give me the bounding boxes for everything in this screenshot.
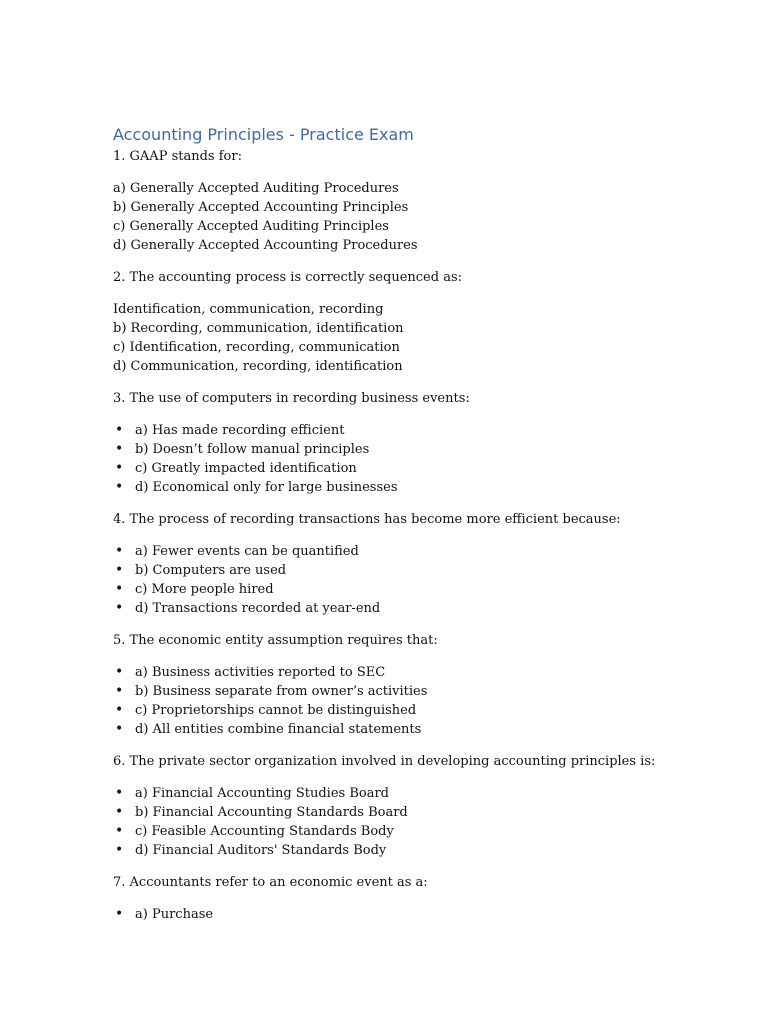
answer-option-text: a) Purchase — [135, 907, 214, 922]
question-text: 2. The accounting process is correctly sequenced as: — [113, 270, 462, 285]
bullet-icon: • — [115, 683, 124, 699]
answer-option: Identification, communication, recording — [113, 302, 384, 317]
answer-option: b) Generally Accepted Accounting Principles — [113, 200, 409, 215]
answer-option: d) Communication, recording, identification — [113, 359, 403, 374]
question-text: 5. The economic entity assumption requires that: — [113, 633, 438, 648]
answer-option: c) Generally Accepted Auditing Principles — [113, 219, 389, 234]
question-text: 7. Accountants refer to an economic event as a: — [113, 875, 428, 890]
answer-options — [113, 421, 733, 497]
answer-option-text: c) Proprietorships cannot be distinguished — [135, 703, 417, 718]
question-text: 6. The private sector organization involved in developing accounting principles is: — [113, 754, 656, 769]
answer-option — [113, 542, 733, 561]
answer-option-text: c) More people hired — [135, 582, 274, 597]
answer-option-text: c) Feasible Accounting Standards Body — [135, 824, 394, 839]
bullet-icon: • — [115, 581, 124, 597]
answer-option — [113, 478, 733, 497]
answer-option-text: b) Computers are used — [135, 563, 287, 578]
answer-option — [113, 421, 733, 440]
answer-option — [113, 440, 733, 459]
answer-option-text: c) Greatly impacted identification — [135, 461, 357, 476]
answer-option — [113, 822, 733, 841]
question-text: 1. GAAP stands for: — [113, 149, 242, 164]
answer-options — [113, 179, 733, 255]
answer-options — [113, 542, 733, 618]
answer-options — [113, 905, 733, 924]
bullet-icon: • — [115, 785, 124, 801]
bullet-icon: • — [115, 842, 124, 858]
answer-option-text: a) Financial Accounting Studies Board — [135, 786, 389, 801]
answer-option: c) Identification, recording, communication — [113, 340, 400, 355]
bullet-icon: • — [115, 460, 124, 476]
document-content — [113, 125, 733, 937]
answer-option-text: b) Doesn’t follow manual principles — [135, 442, 370, 457]
answer-options — [113, 300, 733, 376]
answer-option-text: b) Financial Accounting Standards Board — [135, 805, 408, 820]
answer-option — [113, 561, 733, 580]
answer-option-text: d) Transactions recorded at year-end — [135, 601, 381, 616]
bullet-icon: • — [115, 543, 124, 559]
answer-option-text: a) Has made recording efficient — [135, 423, 345, 438]
question-text: 3. The use of computers in recording business events: — [113, 391, 470, 406]
answer-option — [113, 784, 733, 803]
answer-options — [113, 784, 733, 860]
bullet-icon: • — [115, 702, 124, 718]
bullet-icon: • — [115, 479, 124, 495]
answer-option-text: a) Fewer events can be quantified — [135, 544, 359, 559]
question-list — [113, 147, 733, 924]
bullet-icon: • — [115, 823, 124, 839]
answer-option — [113, 720, 733, 739]
answer-option — [113, 841, 733, 860]
answer-option — [113, 682, 733, 701]
bullet-icon: • — [115, 906, 124, 922]
bullet-icon: • — [115, 804, 124, 820]
bullet-icon: • — [115, 422, 124, 438]
answer-option-text: d) All entities combine financial statements — [135, 722, 422, 737]
document-title: Accounting Principles - Practice Exam — [113, 125, 414, 144]
answer-option — [113, 580, 733, 599]
answer-option — [113, 459, 733, 478]
answer-option: b) Recording, communication, identification — [113, 321, 404, 336]
answer-option-text: a) Business activities reported to SEC — [135, 665, 386, 680]
question-text: 4. The process of recording transactions has become more efficient because: — [113, 512, 621, 527]
answer-option-text: d) Economical only for large businesses — [135, 480, 398, 495]
bullet-icon: • — [115, 600, 124, 616]
answer-option — [113, 803, 733, 822]
bullet-icon: • — [115, 721, 124, 737]
bullet-icon: • — [115, 562, 124, 578]
answer-option — [113, 701, 733, 720]
bullet-icon: • — [115, 664, 124, 680]
answer-option-text: b) Business separate from owner’s activities — [135, 684, 428, 699]
answer-option — [113, 599, 733, 618]
answer-option — [113, 905, 733, 924]
answer-option: d) Generally Accepted Accounting Procedures — [113, 238, 418, 253]
answer-option — [113, 663, 733, 682]
answer-option: a) Generally Accepted Auditing Procedures — [113, 181, 399, 196]
bullet-icon: • — [115, 441, 124, 457]
answer-options — [113, 663, 733, 739]
answer-option-text: d) Financial Auditors' Standards Body — [135, 843, 387, 858]
